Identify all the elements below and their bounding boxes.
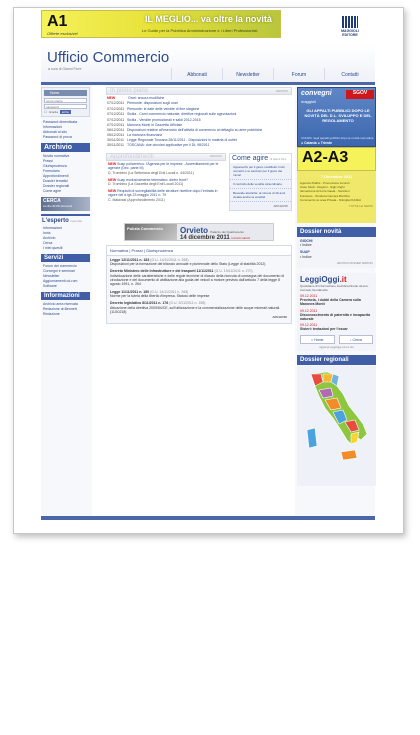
approfondimenti-box <box>106 153 226 211</box>
esperto-item[interactable]: I miei quesiti <box>43 246 63 250</box>
login-box <box>41 87 90 117</box>
event-city <box>180 226 270 235</box>
esperto-item[interactable]: Cerca <box>43 241 53 245</box>
servizi-item[interactable]: Convegni e seminari <box>43 269 75 273</box>
esperto-item[interactable]: Informazioni <box>43 226 63 230</box>
archivio-item[interactable]: Novità normative <box>43 154 70 158</box>
servizi-item[interactable]: Software <box>43 284 57 288</box>
nav-tab-abbonati[interactable]: Abbonati <box>171 68 222 80</box>
come-agire-title: Come agire <box>232 154 269 162</box>
publisher-logo[interactable] <box>337 16 363 38</box>
archivio-item[interactable]: Come agire <box>43 189 62 193</box>
leggioggi-date: 09.12.2011 <box>300 294 318 299</box>
a2a3-item[interactable]: Agenzia Piallini - Promozione Incontri <box>300 181 350 185</box>
primo-piano-archive-link[interactable]: ARCHIVIO <box>275 89 288 93</box>
esperto-title: L'esperto <box>42 218 69 224</box>
publisher-logo-icon <box>342 16 358 28</box>
leggioggi-search-button[interactable] <box>339 335 374 344</box>
news-row[interactable] <box>106 143 292 148</box>
site-title[interactable]: Ufficio Commercio <box>47 49 170 66</box>
approfondimento-title[interactable]: Suap policentrico: l'Agenda per le imprese - Accreditamenti per le agenzie (Dec. parte III) <box>108 161 219 171</box>
news-date: 05/12/2011 <box>107 132 125 137</box>
event-date-row <box>180 235 270 241</box>
home-icon: ⌂ <box>311 337 315 342</box>
nav-tab-newsletter[interactable]: Newsletter <box>222 68 273 80</box>
servizi-item[interactable]: Forum dei commercio <box>43 264 77 268</box>
archivio-item[interactable]: Approfondimenti <box>43 174 69 178</box>
cerca-title: CERCA <box>43 198 61 204</box>
dossier-suap-indice[interactable]: • Indice <box>300 254 312 259</box>
link-abbonati[interactable]: Abbonati al sito <box>43 130 67 134</box>
come-agire-item[interactable]: Apparecchi per il gioco modificati: limiti numerici e le sanzioni per il gioco dei minori <box>230 163 291 180</box>
news-title[interactable]: Disposizioni relative all'esercizio dell'attività di commercio al dettaglio su aree pubbliche <box>127 128 263 133</box>
nav-tab-forum[interactable]: Forum <box>273 68 324 80</box>
leggioggi-title[interactable]: Provincia, i dubbi della Camera sulla Manovra Monti <box>300 298 361 307</box>
banner-row <box>14 8 404 41</box>
site-header <box>41 45 375 82</box>
dossier-suap[interactable]: SUAP <box>300 250 310 255</box>
leggioggi-logo-suffix: .it <box>339 275 347 285</box>
leggioggi-date: 09.12.2011 <box>300 323 318 328</box>
come-agire-header <box>230 154 291 163</box>
news-title[interactable]: La manovra finanziaria <box>127 132 163 137</box>
orvieto-event-banner[interactable] <box>124 223 274 241</box>
password-input[interactable] <box>44 104 87 109</box>
remember-label: ricorda <box>48 110 58 114</box>
norm-title[interactable]: Legge 11/11/2011 n. 180 <box>110 289 150 294</box>
norm-title[interactable]: Decreto legislativo 8/11/2011 n. 176 <box>110 301 169 306</box>
come-agire-box <box>229 153 292 211</box>
account-links <box>41 120 90 140</box>
leggioggi-item[interactable] <box>300 309 373 322</box>
event-photo: Polizia Commercio <box>125 224 177 240</box>
news-date: 07/12/2011 <box>107 101 125 106</box>
archivio-item[interactable]: Formulario <box>43 169 60 173</box>
banner-subtitle: Le Guide per la Pubblica Amministrazione e i Liberi Professionisti <box>142 28 258 33</box>
dossier-regionali-heading: Dossier regionali <box>297 355 376 365</box>
leggioggi-buttons <box>300 335 373 344</box>
a2a3-item[interactable]: Case Studi - Regioni - Sigli Unghi <box>300 185 345 190</box>
convegni-banner[interactable] <box>297 87 376 147</box>
link-password-prova[interactable]: Password di prova <box>43 135 72 139</box>
esperto-heading <box>41 214 90 226</box>
servizi-item[interactable]: Newsletter <box>43 274 60 278</box>
a2a3-news <box>297 171 376 223</box>
convegni-title: convegni <box>301 90 332 97</box>
login-button[interactable]: entra <box>61 110 69 114</box>
news-date: 07/12/2011 <box>107 123 125 128</box>
link-informazioni[interactable]: Informazioni <box>43 125 63 129</box>
news-title[interactable]: Piemonte: le date delle vendite di fine stagione <box>127 106 200 111</box>
a2a3-item[interactable]: Fontanes - Struttura Camera Bonifica <box>300 193 350 198</box>
home-button[interactable]: Home <box>44 90 87 96</box>
leggioggi-item[interactable] <box>300 294 373 307</box>
banner-offer: Offerte esclusive! <box>47 31 78 36</box>
dossier-giochi-indice[interactable]: • Indice <box>300 243 312 248</box>
a2a3-date: 7 Dicembre 2011 <box>320 174 353 179</box>
remember-row <box>44 110 87 114</box>
convegni-subtitle: maggioli <box>301 99 316 104</box>
publisher-name: MAGGIOLI EDITORE <box>341 29 359 37</box>
leggioggi-date: 09.12.2011 <box>300 308 318 313</box>
news-title[interactable]: Piemonte: disposizioni sugli orari <box>127 101 178 106</box>
news-date: 30/11/2011 <box>107 143 124 148</box>
approfondimento-title[interactable]: Suap esclusivamente telematico: dietro front? <box>117 177 188 182</box>
news-title[interactable]: Manovra Monti in Gazzetta Ufficiale <box>127 123 183 128</box>
new-badge: NEW <box>108 161 118 166</box>
event-cta[interactable]: Iscriviti subito! <box>231 235 251 240</box>
news-date: 07/12/2011 <box>107 112 125 117</box>
esperto-subtitle: risponde <box>70 219 82 223</box>
primo-piano-list <box>106 95 292 149</box>
esperto-item[interactable]: Archivio <box>43 236 56 240</box>
leggioggi-title[interactable]: Disconoscimento di paternità e incapacità naturale <box>300 312 371 322</box>
new-badge: NEW <box>108 177 118 182</box>
leggioggi-box <box>297 273 376 351</box>
norm-meta: (G.U. 14/11/2011 n. 265) <box>150 257 189 262</box>
news-title[interactable]: Sicilia - Vendite promozionali e saldi 2012-2015 <box>127 117 201 122</box>
dossier-indice-label: Indice <box>302 254 312 259</box>
normativa-archive-link[interactable]: ARCHIVIO <box>272 315 287 320</box>
approfondimento-item[interactable] <box>106 188 226 204</box>
news-title[interactable]: Legge Regionale Toscana 28/11/2011 - Disposizioni in materia di outlet <box>127 138 237 143</box>
come-agire-item[interactable]: Il controllo delle vendite straordinarie <box>230 180 291 189</box>
normativa-box <box>106 245 292 324</box>
approfondimento-item[interactable] <box>106 177 226 188</box>
nav-tab-contatti[interactable]: Contatti <box>324 68 375 80</box>
italy-regions-map[interactable] <box>297 366 376 486</box>
event-date: 14 dicembre 2011 <box>180 234 230 241</box>
norm-meta: (G.U. 14/11/2011 n. 265) <box>150 289 189 294</box>
approfondimento-author: D. Trombino (La Gazzetta degli Enti Locali 2011) <box>108 182 184 187</box>
approfondimenti-header <box>106 153 226 161</box>
dossier-indice-label: Indice <box>302 243 312 248</box>
archivio-heading: Archivio <box>41 143 90 152</box>
approfondimento-title[interactable]: Requisiti di sorvegliabilità delle strutture ricettive dopo l'entrata in vigore del d.lgs 23 maggio 2011 n. 79 <box>108 188 218 198</box>
news-date: 30/11/2011 <box>107 138 124 143</box>
banner-slogan: IL MEGLIO... va oltre la novità <box>145 14 272 24</box>
cerca-banner[interactable] <box>41 197 90 211</box>
leggioggi-item[interactable] <box>300 323 373 331</box>
come-agire-archive-link[interactable]: ARCHIVIO <box>273 203 288 208</box>
news-date: 07/12/2011 <box>107 117 125 122</box>
normativa-item[interactable] <box>107 256 291 268</box>
norm-meta: (G.U. 19/11/2011 n. 270) <box>214 269 253 274</box>
username-input[interactable] <box>44 98 87 103</box>
convegni-cities: ● Catania ● Trieste <box>301 141 333 145</box>
servizi-list <box>41 264 90 289</box>
news-date: 07/12/2011 <box>107 106 125 111</box>
primo-piano-header <box>106 87 292 95</box>
event-text <box>177 224 273 240</box>
archivio-item[interactable]: Prassi <box>43 159 53 163</box>
approfondimento-item[interactable] <box>106 161 226 177</box>
normativa-item[interactable] <box>107 288 291 300</box>
a2a3-item[interactable]: Commercio su area Privata - Nitinglia Pubblici <box>300 197 362 202</box>
leggioggi-subtitle: Quotidiano di Informazione Giuridica Diretto da Avv. Carmelo Giurdanella <box>300 284 369 293</box>
normativa-item[interactable] <box>107 299 291 315</box>
informazioni-list <box>41 302 90 317</box>
norm-desc: Norme per la tutela della libertà d'impresa. Statuto delle imprese <box>110 293 210 298</box>
event-title: Orvieto <box>180 225 209 235</box>
leggioggi-search-label: Cerca <box>352 337 362 342</box>
norm-desc: Individuazione delle caratteristiche e delle regole tecniche di rilascio della ricevuta di consegna del documento di circolazione e del documento di abilitazione alla guida dei veicoli a motore previsto dall'articolo 7 della legge 8 agosto 1991, n. 264 <box>110 273 285 287</box>
convegni-note: Il DURC negli appalti pubblici dopo le novità normative <box>301 136 374 140</box>
a1-banner[interactable] <box>41 10 281 38</box>
leggioggi-footer[interactable]: Aggiungi LeggiOggi sul tuo sito <box>319 345 354 349</box>
archivio-item[interactable]: Giurisprudenza <box>43 164 67 168</box>
news-title[interactable]: Orari: ancora modifiche <box>128 96 165 100</box>
norm-desc: Attuazione della direttiva 2009/54/CE, sull'utilizzazione e la commercializzazione delle acque minerali naturali. (11G0218) <box>110 305 281 314</box>
approfondimenti-archive-link[interactable]: ARCHIVIO <box>209 155 222 159</box>
approfondimento-author: C. Malavasi (Approfondimento 2011) <box>108 198 165 203</box>
convegni-brand-logo: SGOV <box>346 90 374 99</box>
cerca-subtitle: tra oltre 30.000 documenti <box>43 205 73 208</box>
leggioggi-home-label: Home <box>314 337 324 342</box>
come-agire-author: di Gianni Fiore <box>270 157 287 161</box>
new-badge: NEW <box>107 96 116 100</box>
event-venue: Palazzo del Quattrocento <box>210 229 244 234</box>
banner-badge: A1 <box>47 13 68 30</box>
esperto-item[interactable]: Invia <box>43 231 51 235</box>
norm-title[interactable]: Decreto Ministero delle Infrastrutture e dei trasporti 11/11/2011 <box>110 269 214 274</box>
website-frame <box>13 7 404 534</box>
primo-piano-title: In primo piano <box>110 88 149 94</box>
italy-map-icon <box>297 366 376 486</box>
norm-meta: (G.U. 5/11/2011 n. 158) <box>169 301 206 306</box>
archivio-list <box>41 154 90 194</box>
norm-title[interactable]: Legge 12/11/2011 n. 183 <box>110 257 150 262</box>
info-item[interactable]: Redazione dr.Bennett <box>43 307 77 311</box>
top-nav <box>171 68 375 80</box>
normativa-item[interactable] <box>107 267 291 287</box>
new-badge: NEW <box>108 188 118 193</box>
a2a3-item[interactable]: Iannazzone Azzurre Gaela - Sanzioni <box>300 189 350 194</box>
archivio-item[interactable]: Dossier regionali <box>43 184 70 188</box>
info-item[interactable]: Redazione <box>43 312 60 316</box>
reflection-fade <box>13 536 404 735</box>
leggioggi-title[interactable]: Sisteri: tentazioni per l'oscar <box>300 327 348 332</box>
convegni-headline: GLI APPALTI PUBBLICI DOPO LE NOVITÀ DEL D.L. SVILUPPO E DEL REGOLAMENTO <box>304 108 372 123</box>
norm-desc: Disposizioni per la formazione del bilancio annuale e pluriennale dello Stato (Legge di stabilità 2012) <box>110 262 266 267</box>
come-agire-item[interactable]: Bevande alcoliche: al minore di 16 anni vietata anche la vendita! <box>230 189 291 202</box>
site-byline: a cura di Gianni Fiore <box>48 67 82 71</box>
a2a3-badge: A2-A3 <box>302 149 349 166</box>
search-icon: ⌕ <box>349 337 353 342</box>
informazioni-heading: Informazioni <box>41 292 90 300</box>
approfondimenti-title: Approfondimenti <box>110 153 154 160</box>
main-content <box>106 87 292 324</box>
remember-checkbox[interactable]: ☐ <box>44 110 47 114</box>
servizi-heading: Servizi <box>41 254 90 262</box>
leggioggi-home-button[interactable] <box>300 335 335 344</box>
news-title[interactable]: Sicilia - Carni commercio naturale: direttive regionali sulle agevolazioni <box>127 112 237 117</box>
servizi-item[interactable]: Aggiornamenti cd-rom <box>43 279 78 283</box>
approfondimento-author: D. Trombino (La Settimana degli Enti Locali n. 44/2011) <box>108 171 194 176</box>
dossier-archive-link[interactable]: ARCHIVIO DOSSIER TEMATICI <box>336 261 373 265</box>
header-divider <box>41 82 375 85</box>
link-password-dimenticata[interactable]: Password dimenticata <box>43 120 78 124</box>
a2a3-all-news-link[interactable]: TUTTE LE NEWS <box>348 204 373 209</box>
left-sidebar <box>41 87 90 320</box>
right-sidebar <box>297 87 376 486</box>
normativa-tabs[interactable]: Normativa | Prassi | Giurisprudenza <box>107 246 291 256</box>
esperto-list <box>41 226 90 251</box>
archivio-item[interactable]: Dossier tematici <box>43 179 68 183</box>
leggioggi-logo-text: LeggiOggi <box>300 275 340 285</box>
dossier-giochi[interactable]: GIOCHI <box>300 239 313 243</box>
dossier-novita-heading: Dossier novità <box>297 227 376 237</box>
approfondimenti-come-agire-row <box>106 153 292 211</box>
news-date: 06/12/2011 <box>107 128 125 133</box>
leggioggi-logo[interactable] <box>300 275 373 284</box>
dossier-novita-list <box>297 237 376 268</box>
a2a3-banner[interactable] <box>297 147 376 171</box>
news-title[interactable]: TOSCANA: due circolari applicative per il DL 98/2011 <box>127 143 210 148</box>
page-footer-bar <box>41 516 375 520</box>
info-item[interactable]: Archivio area riservata <box>43 302 78 306</box>
